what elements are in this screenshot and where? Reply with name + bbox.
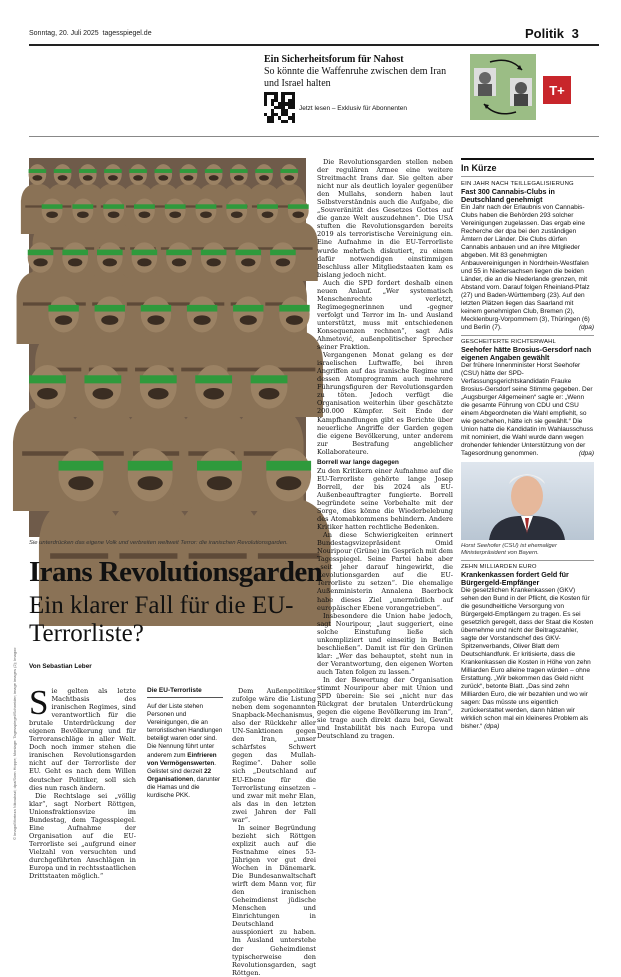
infobox-bold-b: 22 Organisationen [147,767,212,783]
photo-credit: © Imago/Morteza Nikoubazl; dpa/Sven Hoppe; Montage: Tagesspiegel/Schneider; image images (2); Imagoo [12,647,17,840]
brief-2-source: (dpa) [578,449,594,457]
paragraph-5: Die Revolutionsgarden stellen neben der regulären Armee eine weitere Streitmacht Irans dar. Sie gelten aber nicht nur als deutlich loyaler gegenüber den Mullahs, sondern haben laut Selbstverständnis auch die Aufgabe, die „Souveränität des Gesetzes Gottes auf die ganze Welt auszudehnen“. Die USA stuften die Revolutionsgarden bereits 2019 als terroristische Vereinigung ein. Eine Aufnahme in die EU-Terrorliste wurde mehrfach diskutiert, zu einem dafür notwendigen einstimmigen Beschluss aller Mitgliedstaaten kam es bislang jedoch nicht. [317,158,453,279]
headline: Irans Revolutionsgarden [29,556,323,588]
photo-caption: Sie unterdrücken das eigene Volk und verbreiten weltweit Terror: die iranischen Revolutionsgarden. [29,540,288,546]
brief-3-kicker: ZEHN MILLIARDEN EURO [461,563,537,570]
brief-1-kicker: EIN JAHR NACH TEILLEGALISIERUNG [461,181,574,187]
brief-2-kicker: GESCHEITERTE RICHTERWAHL [461,338,557,345]
masthead-rule [29,44,599,46]
brief-2-body [461,362,594,457]
infobox-text-a: Auf der Liste stehen Personen und Vereinigungen, die an terroristischen Handlungen beteiligt waren oder sind. Die Nennung führt unter anderem zum [147,703,223,759]
article-photo [29,158,306,537]
promo-rule [29,136,599,137]
promo-qr-caption: Jetzt lesen – Exklusiv für Abonnenten [299,105,408,112]
promo-subtitle: So könnte die Waffenruhe zwischen dem Iran und Israel halten [264,66,447,89]
sidebar-in-kuerze [461,158,594,868]
t-plus-icon[interactable] [543,76,571,104]
brief-3-body-text: Die gesetzlichen Krankenkassen (GKV) sehen den Bund in der Pflicht, die Kosten für die gesundheitliche Versorgung von Bürgergeld-Empfängern zu tragen. Es sei gesetzlich geregelt, dass der Staat die Kosten übernehme und nicht der Beitragszahler, sagte der Vorstandschef des GKV-Spitzenverbands, Oliver Blatt dem Deutschlandfunk. Er kritisierte, dass die Krankenkassen die Kosten in Höhe von zehn Milliarden Euro alleine tragen würden – ohne Erstattung. „Wir bekommen das Geld nicht zurück“, betonte Blatt. „Das sind zehn Milliarden Euro, die wir bezahlen und wo wir sagen: Das müsste uns eigentlich zurückerstattet werden, dann hätten wir wirklich schon mal ein kleineres Problem als bisher.“ [461,587,594,730]
brief-1-body-text: Ein Jahr nach der Erlaubnis von Cannabis-Clubs haben die Behörden 293 solcher Vereinigungen zugelassen. Das ergab eine Recherche der dpa bei den zuständigen Ämtern der Länder. Die Clubs dürfen Cannabis anbauen und an ihre Mitglieder abgeben. Mit 83 genehmigten Anbauvereinigungen in Nordrhein-Westfalen und 55 in Niedersachsen liegen die beiden Länder, die an die Niederlande grenzen, mit Abstand vorn. Darauf folgen Rheinland-Pfalz (27) und Baden-Württemberg (23). Auf den letzten Plätzen liegen das Saarland mit keinem genehmigten Club, Bremen (2), Mecklenburg-Vorpommern (3), Thüringen (6) und Berlin (7). [461,204,590,331]
author-byline: Von Sebastian Leber [29,663,92,670]
article-column-2 [232,687,316,977]
brief-3-headline: Krankenkassen fordert Geld für Bürgergeld-Empfänger [461,569,569,588]
article-column-1 [29,683,136,881]
brief-2-photo-caption: Horst Seehofer (CSU) ist ehemaliger Ministerpräsident von Bayern. [461,542,557,556]
subheadline: Ein klarer Fall für die EU-Terrorliste? [29,592,294,647]
brief-1-body [461,204,594,331]
section-name: Politik [525,26,565,41]
infobox-text-c: , darunter die Hamas und die kurdische PKK. [147,775,221,800]
brief-2-body-text: Der frühere Innenminister Horst Seehofer (CSU) hätte der SPD-Verfassungsgerichtskandidatin Frauke Brosius-Gersdorf seine Stimme gegeben. Der „Augsburger Allgemeinen“ sagte er: „Wenn die gesamte Führung von CDU und CSU einem Abgeordneten die Wahl empfiehlt, so wie geschehen, hätte ich sie gewählt.“ Die Union hatte die Kandidatin im Wahlausschuss mit nominiert, die Wahl wurde dann wegen drohender fehlender Unterstützung von der Tagesordnung genommen. [461,362,593,457]
infobox-title: Die EU-Terrorliste [147,687,223,698]
divider [461,560,594,561]
brief-2-photo [461,462,594,540]
paragraph-3: Dem Außenpolitiker zufolge wäre die Listung neben dem sogenannten Snapback-Mechanismus, also der Rückkehr aller UN-Sanktionen gegen den Iran, „unser schärfstes Schwert gegen das Mullah-Regime“. Daher solle sich „Deutschland auf EU-Ebene für die Terrorlistung einsetzen – und zwar mit mehr Elan, als das in den letzten zwei Jahren der Fall war“. [232,687,316,824]
infobox-bold-a: Einfrieren von Vermögenswerten [147,751,217,767]
brief-1-headline: Fast 300 Cannabis-Clubs in Deutschland genehmigt [461,187,555,205]
promo-illustration [470,54,536,120]
infobox-text-b: . Gelistet sind derzeit [147,759,216,775]
date-line: Sonntag, 20. Juli 2025 tagesspiegel.de [29,30,152,37]
subhead-borrell: Borrell war lange dagegen [317,458,399,466]
exchange-arrows-icon [470,54,536,120]
infobox [147,687,223,863]
t-plus-label: T+ [549,82,565,98]
promo-title: Ein Sicherheitsforum für Nahost [264,54,404,65]
paragraph-4: In seiner Begründung bezieht sich Röttgen explizit auch auf die Festnahme eines 53-Jährigen vor gut drei Wochen in Dänemark. Die Bundesanwaltschaft wirft dem Mann vor, für den iranischen Geheimdienst jüdische Menschen und Einrichtungen in Deutschland ausspioniert zu haben. Im Ausland unterstehe der Geheimdienst typischerweise den Revolutionsgarden, sagt Röttgen. [232,823,316,977]
divider [461,335,594,336]
brief-1-source: (dpa) [578,323,594,331]
brief-2-headline: Seehofer hätte Brosius-Gersdorf nach eigenen Angaben gewählt [461,344,592,362]
article-column-3 [317,158,453,868]
paragraph-2: Die Rechtslage sei „völlig klar“, sagt Norbert Röttgen, Unionsfraktionsvize im Bundestag, dem Tagesspiegel. Eine Aufnahme der Organisation auf die EU-Terrorliste sei „aufgrund einer Vielzahl von versuchten und durchgeführten Anschlägen in Europa und in rechtsstaatlichen Drittstaaten möglich.“ [29,791,136,881]
paragraph-8: Zu den Kritikern einer Aufnahme auf die EU-Terrorliste gehörte lange Josep Borrell, der bis 2024 als EU-Außenbeauftragter fungierte. Borrell begründete seine Vorbehalte mit der Sorge, dies könne die Wiederbelebung des Atomabkommens behindern. Andere Kritiker hatten rechtliche Bedenken. [317,466,453,532]
paragraph-11: In der Bewertung der Organisation stimmt Nouripour aber mit Union und SPD überein: Sie sei „nicht nur das Rückgrat der brutalen Unterdrückung gegen die eigene Bevölkerung im Iran“, sie trage auch direkt dazu bei, Gewalt und Instabilität bis nach Europa und Deutschland zu tragen. [317,676,453,741]
lead-paragraph: ie gelten als letzte Machtbasis des iranischen Regimes, sind verantwortlich für die brutale Unterdrückung der eigenen Bevölkerung und für Terroranschläge in aller Welt. Doch noch immer stehen die iranischen Revolutionsgarden nicht auf der Terrorliste der EU. Geht es nach dem Willen deutscher Politiker, soll sich dies nun rasch ändern. [29,687,136,792]
paragraph-10: Insbesondere die Union habe jedoch, sagt Nouripour, „laut suggeriert, eine solche Einstufung ließe sich unkompliziert und einseitig in Berlin beschließen“. Damit ist für den Grünen klar: „Wer das behauptet, steht nun in der Verantwortung, den eigenen Worten auch Taten folgen zu lassen.“ [317,611,453,676]
paragraph-7: Vergangenen Monat gelang es der israelischen Luftwaffe, bei ihren Angriffen auf das iranische Regime und dessen Atomprogramm auch mehrere Führungsfiguren der Revolutionsgarden zu töten. Jedoch verfügt die Organisation weiterhin über geschätzte 200.000 Kämpfer. Seit Ende der Kampfhandlungen gibt es Berichte über neuerliche Angriffe der Garden gegen die eigene Bevölkerung, unter anderem zur Bestrafung angeblicher Kollaborateure. [317,351,453,456]
brief-3-source: (dpa) [484,722,500,730]
paragraph-9: An diese Schwierigkeiten erinnert Bundestagsvizepräsident Omid Nouripour (Grüne) im Gespräch mit dem Tagesspiegel. Seine Partei habe aber „seit jeher darauf hingewirkt, die Revolutionsgarden auf die EU-Terrorliste zu setzen“. Die ehemalige Außenministerin Annalena Baerbock habe dieses Ziel „unermüdlich auf europäischer Ebene vorangetrieben“. [317,531,453,612]
dropcap: S [29,683,49,722]
paragraph-6: Auch die SPD fordert deshalb einen neuen Anlauf. „Wer systematisch Menschenrechte verletzt, Regimegegnerinnen und -gegner verfolgt und Terror im In- und Ausland unterstützt, muss mit entschiedenen Konsequenzen rechnen“, sagt Adis Ahmetović, außenpolitischer Sprecher seiner Fraktion. [317,278,453,352]
infobox-text [147,703,223,800]
qr-code-icon[interactable] [264,92,295,123]
brief-3-body [461,587,594,730]
section-label [525,26,579,41]
page-number: 3 [571,26,579,41]
sidebar-title: In Kürze [461,158,594,177]
